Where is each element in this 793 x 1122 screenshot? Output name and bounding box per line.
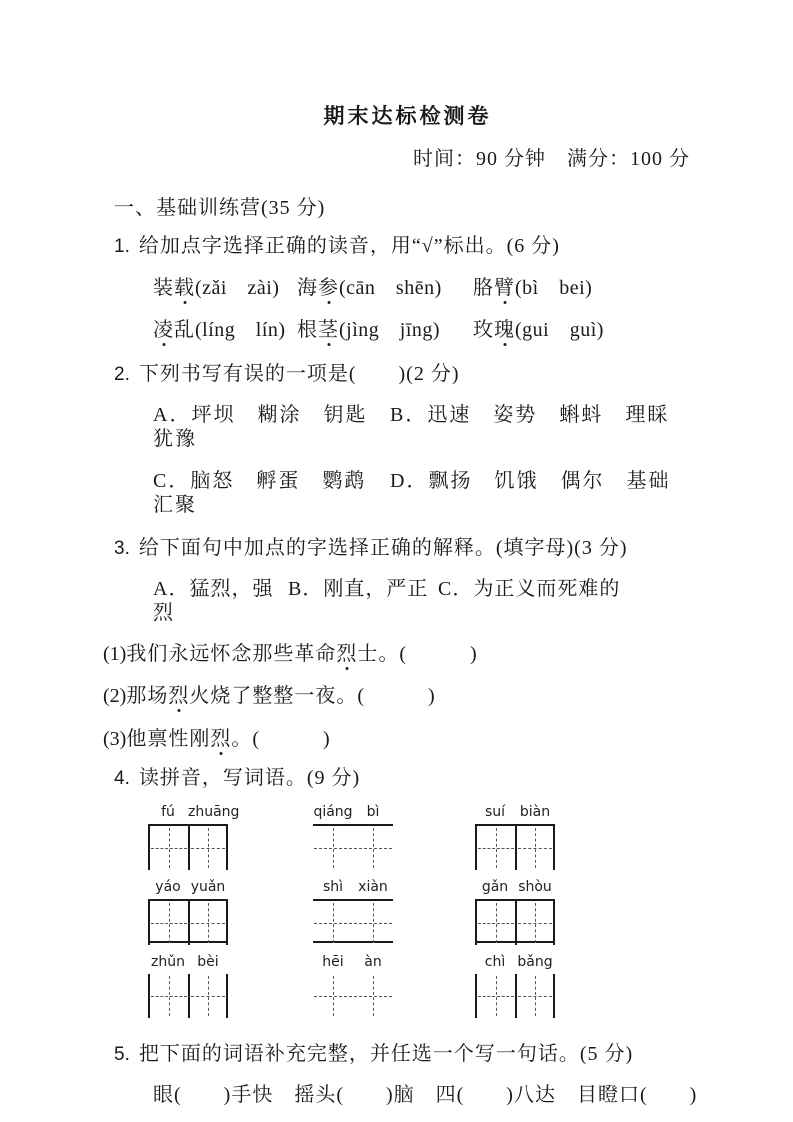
sentence-item	[103, 641, 793, 667]
phrase-line: 眼( )手快 摇头( )脑 四( )八达 目瞪口( )	[153, 1084, 698, 1106]
dotted-char: 载	[174, 277, 195, 299]
pinyin-syllable: zhuāng	[188, 804, 240, 820]
grid-block	[313, 954, 393, 1018]
char: 根	[297, 319, 318, 341]
pinyin-label	[313, 879, 393, 899]
grid-block	[475, 804, 555, 868]
grid-block	[148, 879, 228, 943]
question-number: 3.	[114, 538, 130, 559]
grid-cell	[353, 826, 393, 870]
question-5	[114, 1042, 793, 1067]
writing-grid	[148, 899, 228, 943]
grid-cell	[313, 901, 353, 945]
question-stem: 给加点字选择正确的读音，用“√”标出。(6 分)	[138, 235, 560, 257]
pinyin-syllable: suí	[484, 804, 506, 820]
question-number: 5.	[114, 1044, 130, 1065]
grid-cell	[515, 901, 555, 945]
dotted-char: 凌	[153, 319, 174, 341]
pinyin-syllable: bǎng	[517, 954, 553, 970]
exam-meta: 时间：90 分钟 满分：100 分	[413, 148, 690, 170]
sentence-item	[103, 726, 793, 752]
pronunciation-rows	[0, 275, 793, 343]
pinyin-label	[475, 804, 555, 824]
pinyin-choices: (zǎi zài)	[195, 277, 280, 299]
writing-grid	[313, 899, 393, 943]
pinyin-syllable: chì	[484, 954, 506, 970]
grid-cell	[188, 826, 228, 870]
sentence-text: 火烧了整整一夜。( )	[189, 685, 436, 707]
word-item	[153, 275, 297, 301]
sentence-number: (3)	[103, 728, 127, 750]
word-item	[473, 275, 592, 301]
char: 海	[297, 277, 318, 299]
writing-grid	[475, 824, 555, 868]
grid-cell	[148, 826, 188, 870]
grid-row	[148, 804, 793, 868]
question-1	[114, 234, 793, 259]
pinyin-syllable: gǎn	[481, 879, 509, 895]
pinyin-label	[313, 954, 393, 974]
pinyin-label	[148, 804, 240, 824]
grid-block	[313, 879, 393, 943]
pinyin-syllable: xiàn	[358, 879, 388, 895]
question-number: 1.	[114, 236, 130, 257]
dotted-char: 烈	[168, 685, 190, 707]
option-item: C．脑怒 孵蛋 鹦鹉 汇聚	[153, 470, 389, 516]
grid-row	[148, 954, 793, 1018]
writing-grid	[475, 899, 555, 943]
option-item: B．迅速 姿势 蝌蚪 理睬	[390, 404, 670, 426]
grid-cell	[475, 826, 515, 870]
word-item	[297, 275, 473, 301]
writing-grid	[148, 824, 228, 868]
pinyin-syllable: àn	[364, 954, 382, 970]
dotted-char: 臂	[494, 277, 515, 299]
writing-grid	[475, 974, 555, 1018]
grid-cell	[188, 901, 228, 945]
grid-block	[148, 804, 240, 868]
pinyin-syllable: shòu	[518, 879, 552, 895]
question-3	[114, 536, 793, 561]
pinyin-grid-area	[148, 804, 793, 1018]
question-stem: 下列书写有误的一项是( )(2 分)	[138, 363, 460, 385]
dotted-char: 瑰	[494, 319, 515, 341]
pinyin-syllable: yuǎn	[190, 879, 226, 895]
option-item: D．飘扬 饥饿 偶尔 基础	[390, 470, 671, 492]
pronunciation-row	[153, 275, 793, 301]
question-stem: 把下面的词语补充完整，并任选一个写一句话。(5 分)	[138, 1043, 634, 1065]
question-number: 2.	[114, 364, 130, 385]
char: 玫	[473, 319, 494, 341]
grid-cell	[148, 901, 188, 945]
grid-row	[148, 879, 793, 943]
definition-options	[153, 577, 793, 625]
sentence-text: 那场	[126, 685, 169, 707]
dotted-char: 参	[318, 277, 339, 299]
pinyin-syllable: fú	[161, 804, 175, 820]
pinyin-syllable: shì	[322, 879, 344, 895]
pinyin-label	[475, 954, 555, 974]
pinyin-label	[475, 879, 555, 899]
sentence-item	[103, 683, 793, 709]
grid-cell	[515, 974, 555, 1018]
pinyin-syllable: yáo	[155, 879, 181, 895]
choice-options	[0, 403, 793, 517]
exam-title-line	[0, 0, 793, 129]
sentence-list	[0, 641, 793, 752]
pinyin-syllable: hēi	[322, 954, 344, 970]
grid-block	[148, 954, 228, 1018]
word-item	[153, 317, 297, 343]
sentence-text: 。( )	[231, 728, 331, 750]
pinyin-syllable: bèi	[197, 954, 219, 970]
exam-title: 期末达标检测卷	[323, 104, 492, 128]
writing-grid	[313, 824, 393, 868]
question-4	[114, 766, 793, 791]
grid-block	[475, 879, 555, 943]
grid-cell	[475, 901, 515, 945]
writing-grid	[313, 974, 393, 1018]
pinyin-choices: (gui guì)	[515, 319, 604, 341]
pinyin-choices: (jìng jīng)	[339, 319, 441, 341]
char: 胳	[473, 277, 494, 299]
option-row	[153, 403, 793, 451]
pinyin-label	[148, 954, 228, 974]
grid-cell	[148, 974, 188, 1018]
option-row	[153, 469, 793, 517]
question-number: 4.	[114, 768, 130, 789]
grid-cell	[515, 826, 555, 870]
pinyin-label	[148, 879, 228, 899]
pinyin-syllable: bì	[366, 804, 380, 820]
dotted-char: 茎	[318, 319, 339, 341]
char: 装	[153, 277, 174, 299]
sentence-text: 士。( )	[357, 643, 478, 665]
question-2	[114, 362, 793, 387]
pinyin-choices: (bì bei)	[515, 277, 593, 299]
sentence-number: (2)	[103, 685, 127, 707]
question-stem: 读拼音，写词语。(9 分)	[138, 767, 361, 789]
char: 乱	[174, 319, 195, 341]
grid-cell	[353, 901, 393, 945]
grid-cell	[313, 826, 353, 870]
definition-option: C．为正义而死难的	[438, 578, 621, 600]
pinyin-syllable: qiáng	[313, 804, 353, 820]
definition-option: B．刚直，严正	[288, 578, 429, 600]
word-item	[473, 317, 604, 343]
grid-cell	[475, 974, 515, 1018]
pinyin-syllable: zhǔn	[151, 954, 185, 970]
sentence-text: 他禀性刚	[126, 728, 211, 750]
dotted-char: 烈	[336, 643, 358, 665]
pinyin-label	[313, 804, 393, 824]
grid-cell	[353, 974, 393, 1018]
pronunciation-row	[153, 317, 793, 343]
dotted-char: 烈	[210, 728, 232, 750]
pinyin-choices: (líng lín)	[195, 319, 286, 341]
grid-block	[313, 804, 393, 868]
pinyin-choices: (cān shēn)	[339, 277, 442, 299]
sentence-text: 我们永远怀念那些革命	[126, 643, 337, 665]
word-item	[297, 317, 473, 343]
grid-cell	[188, 974, 228, 1018]
question-stem: 给下面句中加点的字选择正确的解释。(填字母)(3 分)	[138, 537, 628, 559]
pinyin-syllable: biàn	[519, 804, 551, 820]
sentence-number: (1)	[103, 643, 127, 665]
section-heading: 一、基础训练营(35 分)	[114, 197, 326, 219]
option-item: A．坪坝 糊涂 钥匙 犹豫	[153, 404, 390, 450]
definition-option: A．猛烈，强烈	[153, 578, 274, 624]
writing-grid	[148, 974, 228, 1018]
grid-cell	[313, 974, 353, 1018]
grid-block	[475, 954, 555, 1018]
